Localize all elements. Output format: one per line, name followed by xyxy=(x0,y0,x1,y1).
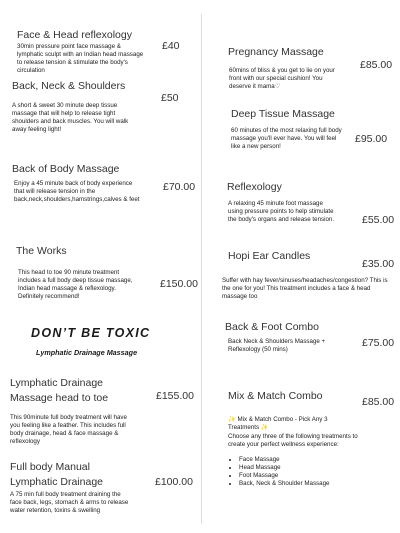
lymph-full-title-line1: Full body Manual xyxy=(10,461,90,473)
face-head-price: £40 xyxy=(162,40,180,52)
pregnancy-desc: 60mins of bliss & you get to lie on your front with our special cushion! You deserve it mama♡ xyxy=(229,67,335,91)
lymph-head-toe-price: £155.00 xyxy=(156,390,194,402)
mix-match-price: £85.00 xyxy=(362,396,395,408)
mix-match-lead-text: Mix & Match Combo - Pick Any 3 Treatments xyxy=(228,416,328,432)
list-item: • Foot Massage xyxy=(239,472,389,480)
back-neck-title: Back, Neck & Shoulders xyxy=(12,80,126,92)
list-item: • Head Massage xyxy=(239,464,389,472)
back-body-price: £70.00 xyxy=(163,181,196,193)
lymph-head-toe-desc: This 90minute full body treatment will have you feeling like a feather. This includes full body drainage, head & face massage & reflexology xyxy=(10,414,127,446)
mix-match-desc: Choose any three of the following treatments to create your perfect wellness experience: xyxy=(228,433,358,449)
lymph-full-title-line2: Lymphatic Drainage xyxy=(10,476,103,488)
mix-match-lead xyxy=(228,416,358,432)
back-neck-desc: A short & sweet 30 minute deep tissue massage that will help to release tight shoulders and back muscles. You will walk away feeling light! xyxy=(12,102,129,134)
sparkle-icon: ✨ xyxy=(228,416,236,423)
back-foot-desc: Back Neck & Shoulders Massage + Reflexology (50 mins) xyxy=(228,338,326,354)
pregnancy-price: £85.00 xyxy=(360,59,393,71)
deep-tissue-title: Deep Tissue Massage xyxy=(231,108,335,120)
reflexology-title: Reflexology xyxy=(227,181,282,193)
reflexology-desc: A relaxing 45 minute foot massage using pressure points to help stimulate the body's organs and release tension. xyxy=(228,200,335,224)
works-price: £150.00 xyxy=(160,278,198,290)
back-neck-price: £50 xyxy=(161,92,179,104)
sparkle-icon: ✨ xyxy=(260,424,269,432)
lymph-head-toe-title-line1: Lymphatic Drainage xyxy=(10,377,103,389)
back-foot-price: £75.00 xyxy=(362,337,395,349)
face-head-desc: 30min pressure point face massage & lymphatic sculpt with an Indian head massage to release tension & stimulate the body's circulation xyxy=(17,43,144,75)
back-body-desc: Enjoy a 45 minute back of body experience that will release tension in the back,neck,shoulders,hamstrings,calves & feet xyxy=(14,180,140,204)
slogan-heading: DON’T BE TOXIC xyxy=(31,326,151,340)
slogan-subheading: Lymphatic Drainage Massage xyxy=(36,348,138,357)
reflexology-price: £55.00 xyxy=(362,214,395,226)
works-title: The Works xyxy=(16,245,67,257)
lymph-full-desc: A 75 min full body treatment draining the face back, legs, stomach & arms to release water retention, toxins & swelling xyxy=(10,491,129,515)
lymph-head-toe-title-line2: Massage head to toe xyxy=(10,392,109,404)
hopi-price: £35.00 xyxy=(362,258,395,270)
hopi-title: Hopi Ear Candles xyxy=(228,250,311,262)
list-item: • Back, Neck & Shoulder Massage xyxy=(239,480,389,488)
deep-tissue-price: £95.00 xyxy=(355,133,388,145)
lymph-full-price: £100.00 xyxy=(155,476,193,488)
mix-match-title: Mix & Match Combo xyxy=(228,390,323,402)
back-body-title: Back of Body Massage xyxy=(12,163,120,175)
works-desc: This head to toe 90 minute treatment includes a full body deep tissue massage, Indian head massage & reflexology. Definitely recommend! xyxy=(18,269,133,301)
deep-tissue-desc: 60 minutes of the most relaxing full body massage you'll ever have. You will feel like a new person! xyxy=(231,127,342,151)
pregnancy-title: Pregnancy Massage xyxy=(228,46,324,58)
mix-match-list xyxy=(229,456,389,488)
column-divider xyxy=(201,14,202,524)
list-item: • Face Massage xyxy=(239,456,389,464)
back-foot-title: Back & Foot Combo xyxy=(225,321,319,333)
face-head-title: Face & Head reflexology xyxy=(17,29,132,41)
hopi-desc: Suffer with hay fever/sinuses/headaches/congestion? This is the one for you! This treatment includes a face & head massage too xyxy=(222,277,388,301)
